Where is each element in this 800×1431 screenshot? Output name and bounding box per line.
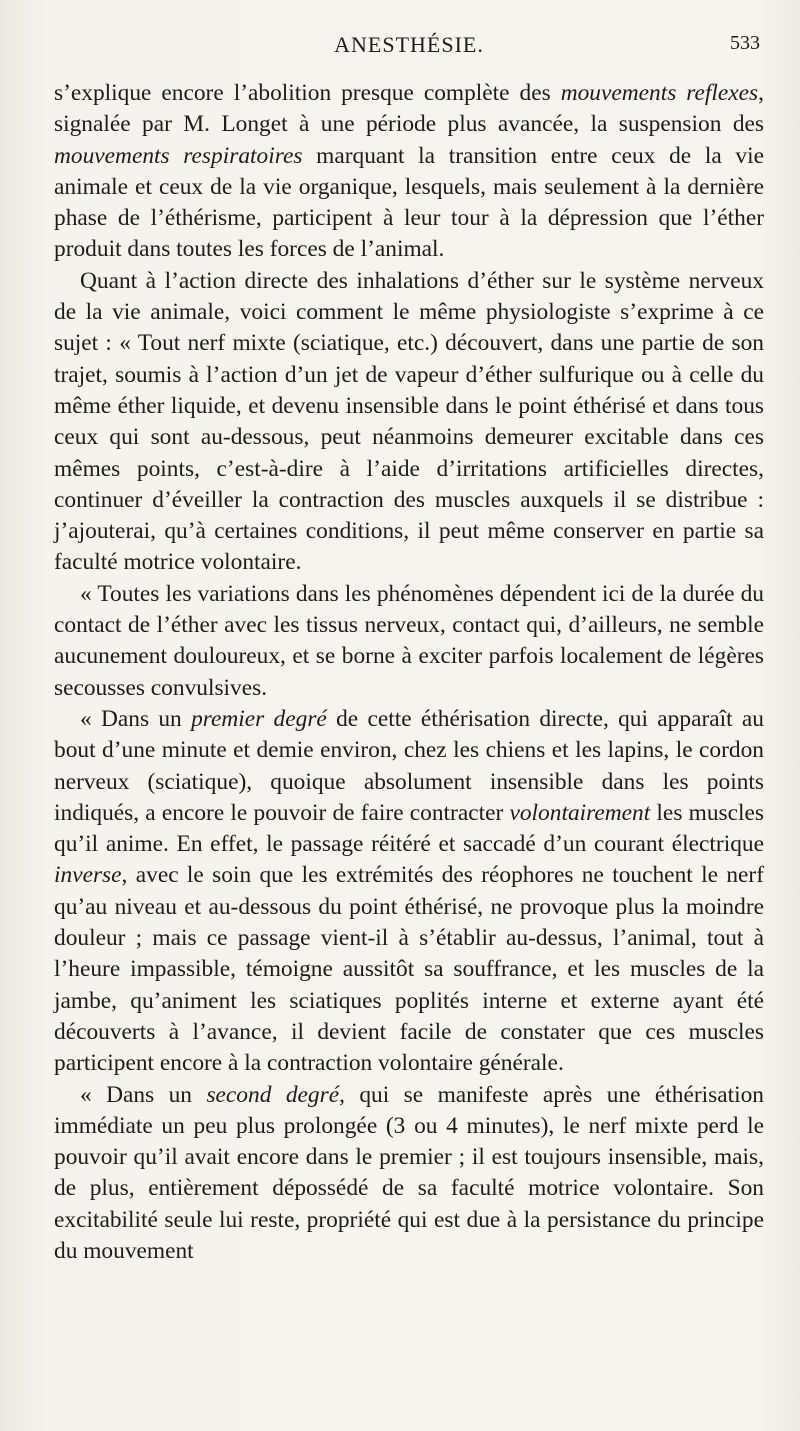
text-run: les muscles qu’il anime. En effet, le passage réitéré et saccadé d’un courant électrique <box>54 799 764 858</box>
text-run: de cette éthérisation directe, qui apparaît au bout d’une minute et demie environ, chez les chiens et les lapins, le cordon nerveux (sciatique), quoique absolument insensible dans les points indiqués, a encore le pouvoir de faire contracter <box>54 705 765 826</box>
paragraph <box>54 78 764 266</box>
text-run: s’explique encore l’abolition presque complète des <box>54 80 561 106</box>
text-run: marquant la transition entre ceux de la vie animale et ceux de la vie organique, lesquels, mais seulement à la dernière phase de l’éthérisme, participent à leur tour à la dépression que l’éther produit dans toutes les forces de l’animal. <box>54 142 764 263</box>
paragraph <box>54 1080 764 1268</box>
italic-text: mouvements reflexes <box>560 80 759 106</box>
text-run: « Dans un <box>80 1081 207 1108</box>
text-run: « Dans un <box>80 705 192 732</box>
page-number: 533 <box>730 32 760 54</box>
running-title: ANESTHÉSIE. <box>334 32 484 57</box>
text-run: « Toutes les variations dans les phénomènes dépendent ici de la durée du contact de l’éther avec les tissus nerveux, contact qui, d’ailleurs, ne semble aucunement douloureux, et se borne à exciter parfois localement de légères secousses convulsives. <box>54 580 764 701</box>
paragraph <box>54 266 764 579</box>
paragraph <box>54 579 764 704</box>
italic-text: mouvements respiratoires <box>54 142 303 169</box>
text-run: , qui se manifeste après une éthérisation immédiate un peu plus prolongée (3 ou 4 minutes), le nerf mixte perd le pouvoir qu’il avait encore dans le premier ; il est toujours insensible, mais, de plus, entièrement dépossédé de sa faculté motrice volontaire. Son excitabilité seule lui reste, propriété qui est due à la persistance du principe du mouvement <box>54 1081 765 1264</box>
body-text <box>54 78 764 1267</box>
italic-text: inverse <box>54 862 122 889</box>
italic-text: volontairement <box>509 799 651 826</box>
page-header <box>54 30 764 78</box>
text-run: Quant à l’action directe des inhalations d’éther sur le système nerveux de la vie animale, voici comment le même physiologiste s’exprime à ce sujet : « Tout nerf mixte (sciatique, etc.) découvert, dans une partie de son trajet, soumis à l’action d’un jet de vapeur d’éther sulfurique ou à celle du même éther liquide, et devenu insensible dans le point éthérisé et dans tous ceux qui sont au-dessous, peut néanmoins demeurer excitable dans ces mêmes points, c’est-à-dire à l’aide d’irritations artificielles directes, continuer d’éveiller la contraction des muscles auxquels il se distribue : j’ajouterai, qu’à certaines conditions, il peut même conserver en partie sa faculté motrice volontaire. <box>54 267 764 576</box>
paragraph <box>54 704 764 1080</box>
text-run: , signalée par M. Longet à une période plus avancée, la suspension des <box>54 80 764 138</box>
italic-text: second degré <box>206 1081 340 1108</box>
text-run: , avec le soin que les extrémités des réophores ne touchent le nerf qu’au niveau et au-dessous du point éthérisé, ne provoque plus la moindre douleur ; mais ce passage vient-il à s’établir au-dessus, l’animal, tout à l’heure impassible, témoigne aussitôt sa souffrance, et les muscles de la jambe, qu’animent les sciatiques poplités interne et externe ayant été découverts à l’avance, il devient facile de constater que ces muscles participent encore à la contraction volontaire générale. <box>54 862 764 1077</box>
italic-text: premier degré <box>191 705 327 732</box>
